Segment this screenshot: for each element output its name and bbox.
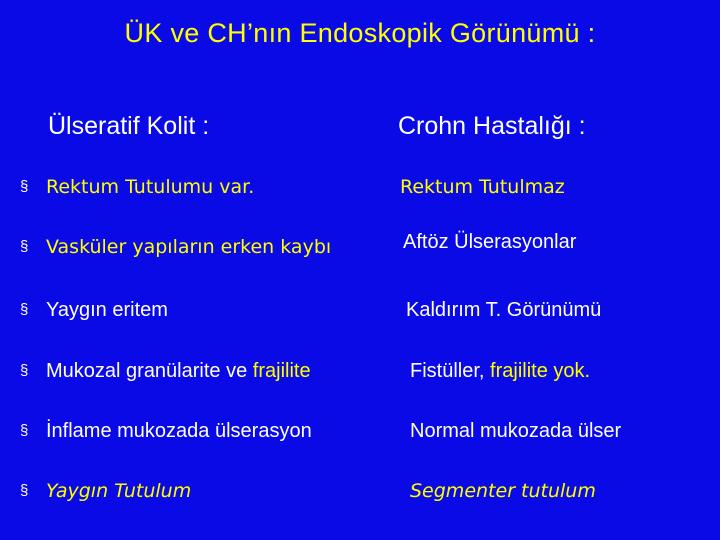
bullet-icon: §: [20, 422, 29, 439]
bullet-icon: §: [20, 178, 29, 195]
finding-highlight: frajilite yok.: [490, 360, 591, 382]
comparison-row-6: [0, 471, 720, 511]
ulcerative-colitis-finding: İnflame mukozada ülserasyon: [46, 420, 312, 442]
crohn-finding: Rektum Tutulmaz: [400, 176, 565, 198]
crohn-finding: Normal mukozada ülser: [410, 420, 622, 442]
finding-text: Fistüller,: [410, 360, 491, 382]
crohn-finding: [410, 351, 590, 391]
crohn-finding: Kaldırım T. Görünümü: [406, 299, 602, 321]
bullet-icon: §: [20, 301, 29, 318]
finding-highlight: frajilite: [252, 360, 311, 382]
column-heading-ulcerative-colitis: Ülseratif Kolit :: [48, 112, 210, 140]
comparison-row-3: [0, 290, 720, 330]
ulcerative-colitis-finding: Vasküler yapıların erken kaybı: [46, 236, 332, 258]
ulcerative-colitis-finding: Yaygın Tutulum: [46, 480, 192, 502]
ulcerative-colitis-finding: Rektum Tutulumu var.: [46, 176, 255, 198]
comparison-row-1: [0, 167, 720, 207]
ulcerative-colitis-finding: [46, 351, 311, 391]
comparison-row-5: [0, 411, 720, 451]
crohn-finding: Segmenter tutulum: [410, 480, 596, 502]
bullet-icon: §: [20, 238, 29, 255]
slide-title: ÜK ve CH’nın Endoskopik Görünümü :: [124, 18, 596, 48]
column-heading-crohn: Crohn Hastalığı :: [398, 112, 586, 140]
comparison-row-4: [0, 351, 720, 391]
comparison-row-2: [0, 227, 720, 267]
crohn-finding: Aftöz Ülserasyonlar: [403, 231, 577, 253]
ulcerative-colitis-finding: Yaygın eritem: [46, 299, 168, 321]
finding-text: Mukozal granülarite ve: [46, 360, 253, 382]
bullet-icon: §: [20, 482, 29, 499]
bullet-icon: §: [20, 362, 29, 379]
